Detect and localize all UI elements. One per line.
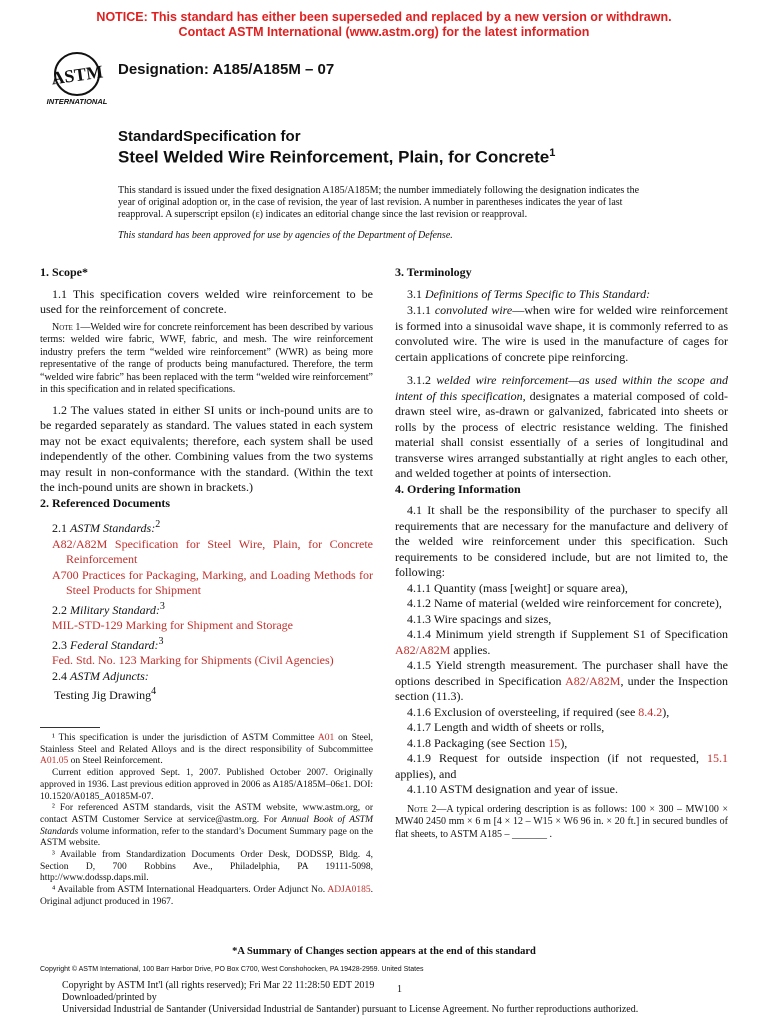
download-copyright: Copyright by ASTM Int'l (all rights reserved); Fri Mar 22 11:28:50 EDT 2019 [62,980,375,991]
issuance-statement: This standard is issued under the fixed designation A185/A185M; the number immediately following the designation indicates the year of original adoption or, in the case of revision, the year of last revision. A number in parentheses indicates the year of last reapproval. A superscript epsilon (ε) indicates an editorial change since the last revision or reapproval. [118,185,640,220]
link-a82-414[interactable]: A82/A82M [395,642,451,657]
ordering-4-1-9: 4.1.9 Request for outside inspection (if not requested, 15.1 applies), and [395,751,728,781]
ordering-4-1-7: 4.1.7 Length and width of sheets or rolls, [407,720,605,734]
ordering-4-1-3: 4.1.3 Wire spacings and sizes, [407,611,552,626]
withdrawal-notice [0,10,768,40]
footnote-2: ² For referenced ASTM standards, visit the ASTM website, www.astm.org, or contact ASTM Customer Service at service@astm.org. For Annual Book of ASTM Standards volume information, refer to the standard’s Document Summary page on the ASTM website. [40,803,373,849]
ref-testing-jig: Testing Jig Drawing$^4$ [54,686,157,702]
ordering-4-1-5: 4.1.5 Yield strength measurement. The purchaser shall have the options described in Specification A82/A82M, under the Inspection section (11.3). [395,658,728,703]
link-section-15[interactable]: 15 [548,735,561,750]
ref-link-fed-std-123[interactable]: Fed. Std. No. 123 Marking for Shipments (Civil Agencies) [52,653,334,667]
dod-approval: This standard has been approved for use by agencies of the Department of Defense. [118,230,453,241]
ref-astm-standards: 2.1 ASTM Standards:$^2$ [52,519,161,535]
ordering-4-1-4: 4.1.4 Minimum yield strength if Supplement S1 of Specification A82/A82M applies. [395,627,728,657]
term-3-1: 3.1 Definitions of Terms Specific to This Standard: [407,286,651,301]
downloaded-by: Downloaded/printed by [62,992,157,1003]
link-a01-05[interactable]: A01.05 [40,756,69,767]
note-1: Note 1—Welded wire for concrete reinforcement has been described by various terms: welded wire fabric, WWF, fabric, and mesh. The wire reinforcement industry prefers the term “welded wire reinforcement” (WWR) as being more representative of the range of products being manufactured. Therefore, the term “welded wire fabric” has been replaced with the term “welded wire reinforcement” in this specification and in related specifications. [40,321,373,395]
ref-astm-adjuncts: 2.4 ASTM Adjuncts: [52,668,149,683]
ref-military-standard: 2.2 Military Standard:$^3$ [52,600,165,617]
license-statement: Universidad Industrial de Santander (Universidad Industrial de Santander) pursuant to License Agreement. No further reproductions authorized. [62,1004,639,1015]
footnotes [40,733,373,909]
footnote-1-edition: Current edition approved Sept. 1, 2007. Published October 2007. Originally approved in 1936. Last previous edition approved in 2006 as A185/A185M–06ε1. DOI: 10.1520/A0185_A0185M-07. [40,768,374,802]
summary-of-changes-note: *A Summary of Changes section appears at the end of this standard [232,946,536,957]
footnote-rule [40,727,100,728]
ordering-4-1-8: 4.1.8 Packaging (see Section 15), [407,735,568,750]
term-3-1-1: 3.1.1 convoluted wire—when wire for welded wire reinforcement is formed into a sinusoidal wave shape, it is commonly referred to as convoluted wire. The wire is used in the manufacture of cages for certain applications of concrete pipe reinforcing. [395,303,728,364]
footnote-4: ⁴ Available from ASTM International Headquarters. Order Adjunct No. ADJA0185. Original adjunct produced in 1967. [40,885,373,907]
section-scope-heading: 1. Scope* [40,265,88,279]
scope-1-1: 1.1 This specification covers welded wire reinforcement to be used for the reinforcement of concrete. [40,286,373,316]
footnote-3: ³ Available from Standardization Documents Order Desk, DODSSP, Bldg. 4, Section D, 700 Robbins Ave., Philadelphia, PA 19111-5098, http://www.dodssp.daps.mil. [40,850,373,884]
title-footnote-mark: 1 [549,147,556,159]
link-8-4-2[interactable]: 8.4.2 [638,704,663,719]
link-a82-415[interactable]: A82/A82M [565,673,621,688]
astm-logo [42,50,112,108]
ref-link-mil-std-129[interactable]: MIL-STD-129 Marking for Shipment and Storage [52,618,293,632]
note-2: Note 2—A typical ordering description is as follows: 100 × 300 – MW100 × MW40 2450 mm × 6 m [4 × 12 – W15 × W6 96 in. × 20 ft.] in secured bundles of flat sheets, to ASTM A185 – _______ . [395,803,728,840]
term-3-1-2: 3.1.2 welded wire reinforcement—as used within the scope and intent of this specification, designates a material composed of cold-drawn steel wire, as-drawn or galvanized, fabricated into sheets or rolls by the process of electric resistance welding. The finished material shall consist essentially of a series of longitudinal and transverse wires arranged substantially at right angles to each other, and welded together at points of intersection. [395,373,728,480]
link-15-1[interactable]: 15.1 [707,751,728,765]
title-line-1: StandardSpecification for [118,128,301,145]
section-ordering-heading: 4. Ordering Information [395,481,521,496]
ordering-4-1-1: 4.1.1 Quantity (mass [weight] or square area), [407,580,628,595]
notice-line-1: NOTICE: This standard has either been superseded and replaced by a new version or withdrawn. [96,10,672,24]
link-adja0185[interactable]: ADJA0185 [327,885,371,896]
link-a01[interactable]: A01 [317,733,335,743]
ordering-4-1-6: 4.1.6 Exclusion of oversteeling, if required (see 8.4.2), [407,704,670,719]
page-number: 1 [397,984,402,995]
ref-link-a82[interactable]: A82/A82M Specification for Steel Wire, Plain, for Concrete Reinforcement [52,536,373,566]
logo-subtext: INTERNATIONAL [46,97,108,106]
title-line-2 [118,147,555,168]
ordering-4-1: 4.1 It shall be the responsibility of the purchaser to specify all requirements that are necessary for the manufacture and delivery of the welded wire reinforcement under this specification. Such requirements to be considered include, but are not limited to, the following: [395,503,728,579]
scope-1-2: 1.2 The values stated in either SI units or inch-pound units are to be regarded separately as standard. The values stated in each system may not be exact equivalents; therefore, each system shall be used independently of the other. Combining values from the two systems may result in non-conformance with the standard. (Within the text the inch-pound units are shown in brackets.) [40,402,373,494]
section-refdocs-heading: 2. Referenced Documents [40,495,171,510]
ref-federal-standard: 2.3 Federal Standard:$^3$ [52,635,164,652]
right-column [395,265,728,841]
ref-link-a700[interactable]: A700 Practices for Packaging, Marking, and Loading Methods for Steel Products for Shipment [52,567,373,597]
document-title: Steel Welded Wire Reinforcement, Plain, for Concrete [118,147,550,167]
left-column [40,265,373,704]
footnote-1: ¹ This specification is under the jurisdiction of ASTM Committee A01 on Steel, Stainless Steel and Related Alloys and is the direct responsibility of Subcommittee A01.05 on Steel Reinforcement. [40,733,373,767]
logo-letters: ASTM [49,61,105,89]
ordering-4-1-2: 4.1.2 Name of material (welded wire reinforcement for concrete), [407,596,722,610]
notice-line-2: Contact ASTM International (www.astm.org) for the latest information [178,25,590,39]
copyright-line: Copyright © ASTM International, 100 Barr Harbor Drive, PO Box C700, West Conshohocken, PA 19428-2959. United States [40,966,424,973]
section-terminology-heading: 3. Terminology [395,265,472,279]
designation: Designation: A185/A185M – 07 [118,61,335,78]
ordering-4-1-10: 4.1.10 ASTM designation and year of issue. [407,782,618,796]
